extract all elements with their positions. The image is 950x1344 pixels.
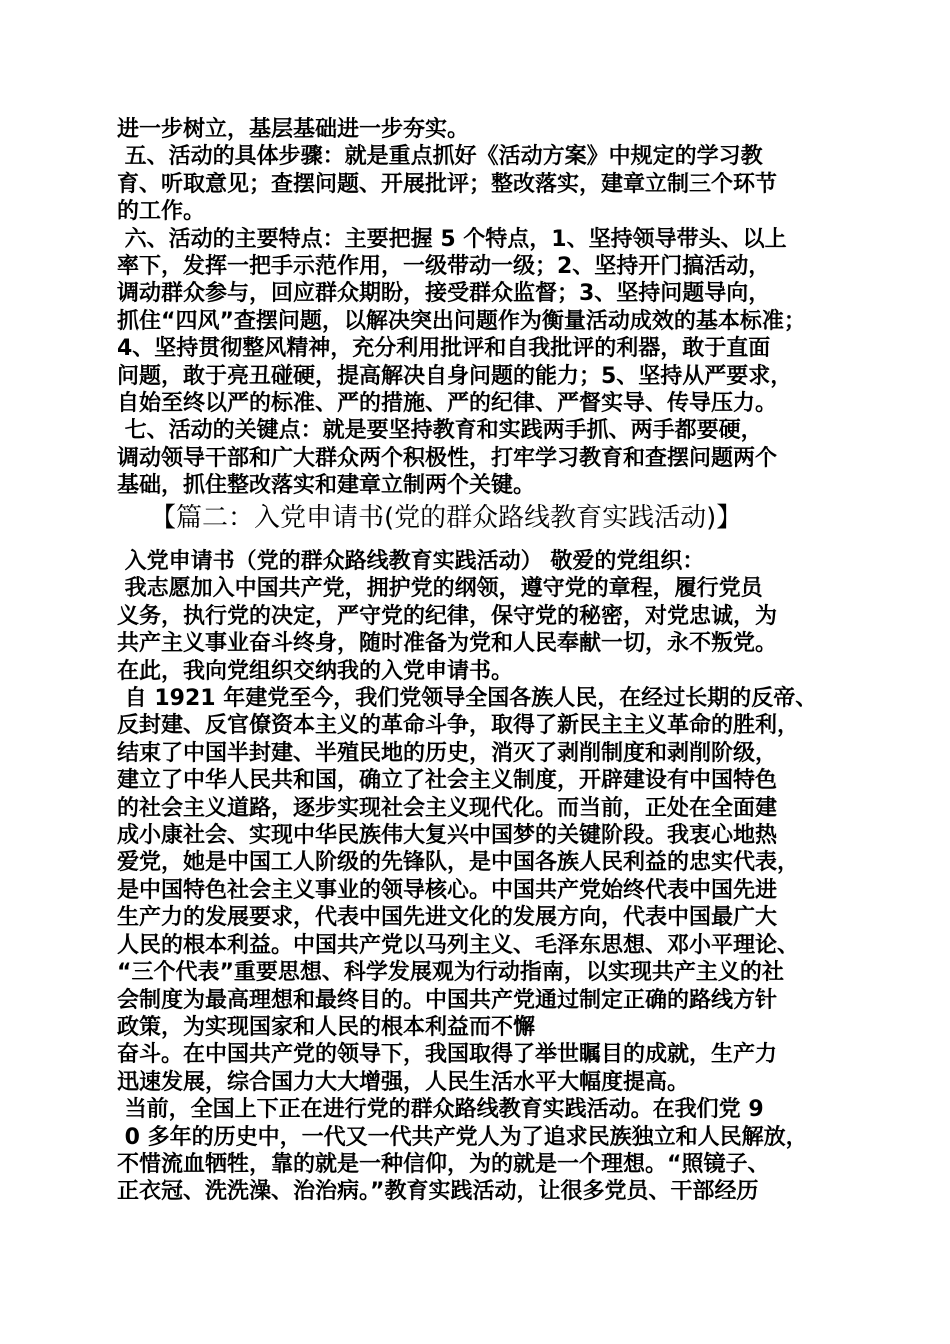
text-line: 抓住“四风”查摆问题，以解决突出问题作为衡量活动成效的基本标准； [117, 308, 806, 334]
text-line: 4、坚持贯彻整风精神，充分利用批评和自我批评的利器，敢于直面 [117, 336, 771, 362]
text-line: 进一步树立，基层基础进一步夯实。 [117, 117, 470, 142]
section-two-text [117, 548, 842, 1206]
text-line: 生产力的发展要求，代表中国先进文化的发展方向，代表中国最广大 [117, 905, 778, 931]
text-line: 共产主义事业奋斗终身，随时准备为党和人民奉献一切，永不叛党。 [117, 631, 778, 657]
text-line: 率下，发挥一把手示范作用，一级带动一级；2、坚持开门搞活动， [117, 254, 771, 280]
text-line: 调动领导干部和广大群众两个积极性，打牢学习教育和查摆问题两个 [117, 445, 778, 471]
text-line: 自始至终以严的标准、严的措施、严的纪律、严督实导、传导压力。 [117, 391, 778, 417]
text-line: 政策，为实现国家和人民的根本利益而不懈 [117, 1014, 536, 1040]
text-line: 七、活动的关键点：就是要坚持教育和实践两手抓、两手都要硬， [117, 418, 763, 444]
text-line: 六、活动的主要特点：主要把握 5 个特点，1、坚持领导带头、以上 [117, 226, 787, 252]
text-line: 反封建、反官僚资本主义的革命斗争，取得了新民主主义革命的胜利， [117, 713, 800, 739]
text-line: 的工作。 [117, 199, 206, 225]
text-line: 结束了中国半封建、半殖民地的历史，消灭了剥削制度和剥削阶级， [117, 740, 778, 766]
text-line: 义务，执行党的决定，严守党的纪律，保守党的秘密，对党忠诚，为 [117, 603, 778, 629]
section-heading: 【篇二：入党申请书(党的群众路线教育实践活动)】 [150, 503, 743, 533]
text-line: 人民的根本利益。中国共产党以马列主义、毛泽东思想、邓小平理论、 [117, 932, 800, 958]
text-line: 调动群众参与，回应群众期盼，接受群众监督；3、坚持问题导向， [117, 281, 771, 307]
text-line: 当前，全国上下正在进行党的群众路线教育实践活动。在我们党 9 [117, 1097, 764, 1123]
text-line: 在此，我向党组织交纳我的入党申请书。 [117, 658, 514, 684]
text-line: 是中国特色社会主义事业的领导核心。中国共产党始终代表中国先进 [117, 877, 778, 903]
text-line: 奋斗。在中国共产党的领导下，我国取得了举世瞩目的成就，生产力 [117, 1042, 778, 1068]
text-line: 会制度为最高理想和最终目的。中国共产党通过制定正确的路线方针 [117, 987, 778, 1013]
text-line: 自 1921 年建党至今，我们党领导全国各族人民，在经过长期的反帝、 [117, 686, 818, 712]
text-line: 不惜流血牺牲，靠的就是一种信仰，为的就是一个理想。“照镜子、 [117, 1151, 770, 1177]
text-line: 正衣冠、洗洗澡、治治病。”教育实践活动，让很多党员、干部经历 [117, 1179, 759, 1205]
text-line: 我志愿加入中国共产党，拥护党的纲领，遵守党的章程，履行党员 [117, 576, 763, 602]
section-one-text [117, 116, 842, 500]
text-line: 爱党，她是中国工人阶级的先锋队，是中国各族人民利益的忠实代表， [117, 850, 800, 876]
text-line: 0 多年的历史中，一代又一代共产党人为了追求民族独立和人民解放， [117, 1124, 808, 1150]
text-line: 问题，敢于亮丑碰硬，提高解决自身问题的能力；5、坚持从严要求， [117, 363, 793, 389]
text-line: 的社会主义道路，逐步实现社会主义现代化。而当前，正处在全面建 [117, 795, 778, 821]
text-line: 成小康社会、实现中华民族伟大复兴中国梦的关键阶段。我衷心地热 [117, 823, 778, 849]
text-line: “三个代表”重要思想、科学发展观为行动指南，以实现共产主义的社 [117, 960, 784, 986]
text-line: 入党申请书（党的群众路线教育实践活动） 敬爱的党组织： [117, 549, 705, 574]
text-line: 建立了中华人民共和国，确立了社会主义制度，开辟建设有中国特色 [117, 768, 778, 794]
text-line: 迅速发展，综合国力大大增强，人民生活水平大幅度提高。 [117, 1069, 690, 1095]
text-line: 育、听取意见；查摆问题、开展批评；整改落实，建章立制三个环节 [117, 171, 778, 197]
text-line: 五、活动的具体步骤：就是重点抓好《活动方案》中规定的学习教 [117, 144, 763, 170]
text-line: 基础，抓住整改落实和建章立制两个关键。 [117, 473, 536, 499]
